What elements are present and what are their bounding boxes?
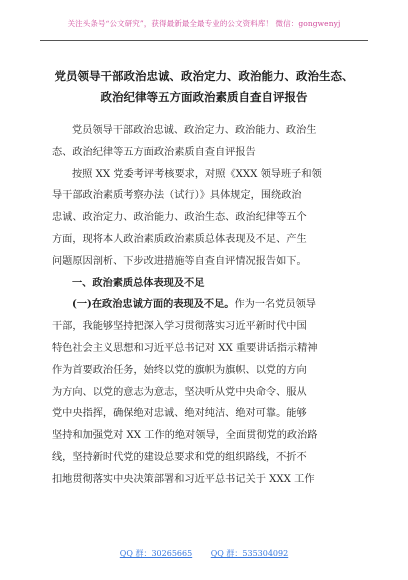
- footer-qq-group-2[interactable]: QQ 群：535304092: [210, 549, 289, 558]
- document-body: [52, 120, 364, 491]
- loyalty-line-7: 坚持和加强党对 XX 工作的绝对领导，全面贯彻党的政治路: [52, 430, 318, 442]
- title-line-1: 党员领导干部政治忠诚、政治定力、政治能力、政治生态、: [54, 69, 354, 83]
- document-title: [44, 66, 364, 108]
- section-heading: [52, 273, 364, 295]
- sub-heading-text: (一)在政治忠诚方面的表现及不足。: [72, 298, 235, 311]
- loyalty-line-8: 线，坚持新时代党的建设总要求和党的组织路线，不折不: [52, 451, 307, 463]
- intro-line-2: 导干部政治素质考察办法（试行）》具体规定，围绕政治: [52, 190, 302, 202]
- subtitle-paragraph: [52, 120, 364, 164]
- loyalty-line-2: 干部，我能够坚持把深入学习贯彻落实习近平新时代中国: [52, 321, 307, 333]
- title-line-2: 政治纪律等五方面政治素质自查自评报告: [100, 90, 308, 104]
- intro-line-1: 按照 XX 党委考评考核要求，对照《XXX 领导班子和领: [72, 168, 322, 180]
- subtitle-line-1: 党员领导干部政治忠诚、政治定力、政治能力、政治生: [72, 125, 317, 136]
- intro-line-5: 问题原因剖析、下步改进措施等自查自评情况报告如下。: [52, 255, 307, 267]
- loyalty-line-9: 扣地贯彻落实中央决策部署和习近平总书记关于 XXX 工作: [52, 473, 315, 485]
- intro-line-4: 方面，现将本人政治素质政治素质总体表现及不足、产生: [52, 233, 307, 245]
- loyalty-line-1-rest: 作为一名党员领导: [234, 299, 316, 311]
- footer-qq-group-1[interactable]: QQ 群：30265665: [119, 549, 193, 558]
- header-divider: [40, 40, 368, 41]
- loyalty-line-4: 作为首要政治任务，始终以党的旗帜为旗帜、以党的方向: [52, 364, 307, 376]
- loyalty-line-1: [52, 294, 364, 316]
- section-heading-text: 一、政治素质总体表现及不足: [72, 276, 205, 289]
- subtitle-line-2: 态、政治纪律等五方面政治素质自查自评报告: [52, 146, 256, 158]
- loyalty-line-6: 党中央指挥，确保绝对忠诚、绝对纯洁、绝对可靠。能够: [52, 408, 307, 420]
- intro-paragraph: [52, 164, 364, 273]
- loyalty-line-3: 特色社会主义思想和习近平总书记对 XX 重要讲话指示精神: [52, 342, 318, 354]
- header-promo-text: 关注头条号“公文研究”，获得最新最全最专业的公文资料库！ 微信：gongwenyj: [67, 19, 341, 28]
- loyalty-paragraph: [52, 294, 364, 490]
- loyalty-line-5: 为方向、以党的意志为意志，坚决听从党中央命令、服从: [52, 386, 307, 398]
- footer: [0, 548, 408, 559]
- intro-line-3: 忠诚、政治定力、政治能力、政治生态、政治纪律等五个: [52, 212, 307, 224]
